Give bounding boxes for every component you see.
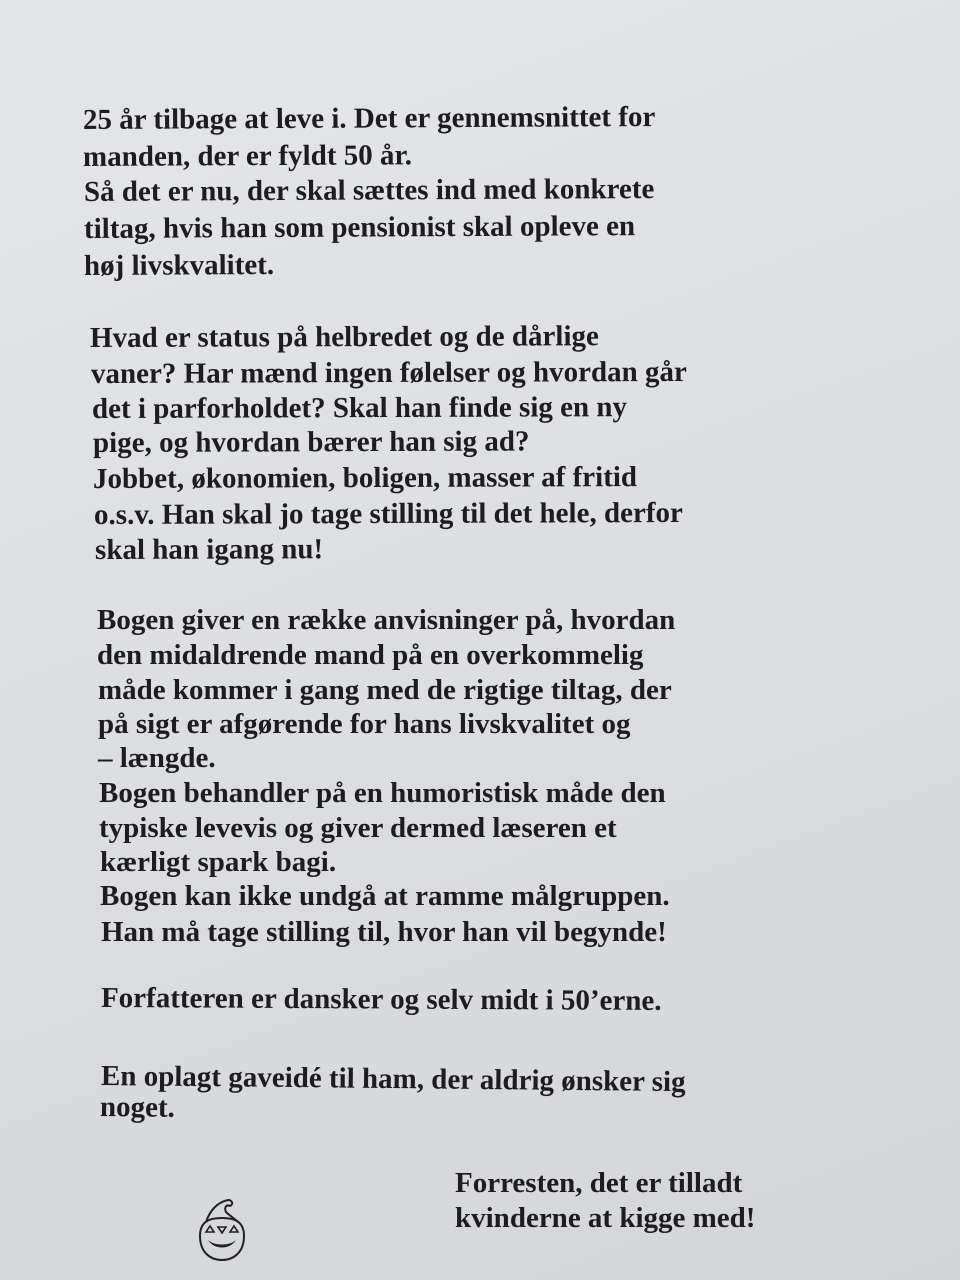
text-line: måde kommer i gang med de rigtige tiltag, der bbox=[98, 674, 672, 706]
text-line: Bogen giver en række anvisninger på, hvordan bbox=[97, 604, 676, 636]
text-line: høj livskvalitet. bbox=[83, 249, 275, 282]
text-line: – længde. bbox=[98, 742, 216, 774]
pumpkin-logo-icon bbox=[192, 1196, 252, 1266]
text-line: manden, der er fyldt 50 år. bbox=[82, 139, 413, 173]
text-line: 25 år tilbage at leve i. Det er gennemsnittet for bbox=[82, 101, 656, 136]
text-line: pige, og hvordan bærer han sig ad? bbox=[92, 425, 530, 459]
text-line: typiske levevis og giver dermed læseren et bbox=[99, 812, 617, 844]
text-line: Jobbet, økonomien, boligen, masser af fritid bbox=[92, 461, 638, 495]
text-line: Han må tage stilling til, hvor han vil begynde! bbox=[101, 916, 667, 948]
text-line: tiltag, hvis han som pensionist skal opleve en bbox=[83, 210, 636, 245]
text-line: på sigt er afgørende for hans livskvalitet og bbox=[98, 708, 631, 740]
text-line: Bogen behandler på en humoristisk måde den bbox=[99, 777, 666, 809]
text-line: den midaldrende mand på en overkommelig bbox=[97, 639, 644, 671]
text-line: Forresten, det er tilladt bbox=[455, 1167, 743, 1199]
text-line: Hvad er status på helbredet og de dårlige bbox=[89, 320, 599, 354]
text-line: kvinderne at kigge med! bbox=[455, 1202, 756, 1234]
text-line: Bogen kan ikke undgå at ramme målgruppen. bbox=[100, 880, 670, 912]
text-line: Forfatteren er dansker og selv midt i 50’erne. bbox=[100, 982, 662, 1017]
text-line: Så det er nu, der skal sættes ind med konkrete bbox=[83, 173, 655, 208]
text-line: En oplagt gaveidé til ham, der aldrig ønsker sig bbox=[100, 1060, 686, 1099]
text-line: vaner? Har mænd ingen følelser og hvordan går bbox=[90, 355, 687, 390]
text-line: o.s.v. Han skal jo tage stilling til det hele, derfor bbox=[93, 496, 683, 531]
text-line: skal han igang nu! bbox=[94, 533, 324, 566]
text-line: noget. bbox=[99, 1091, 176, 1124]
text-line: det i parforholdet? Skal han finde sig en ny bbox=[91, 391, 628, 425]
text-line: kærligt spark bagi. bbox=[100, 846, 337, 878]
